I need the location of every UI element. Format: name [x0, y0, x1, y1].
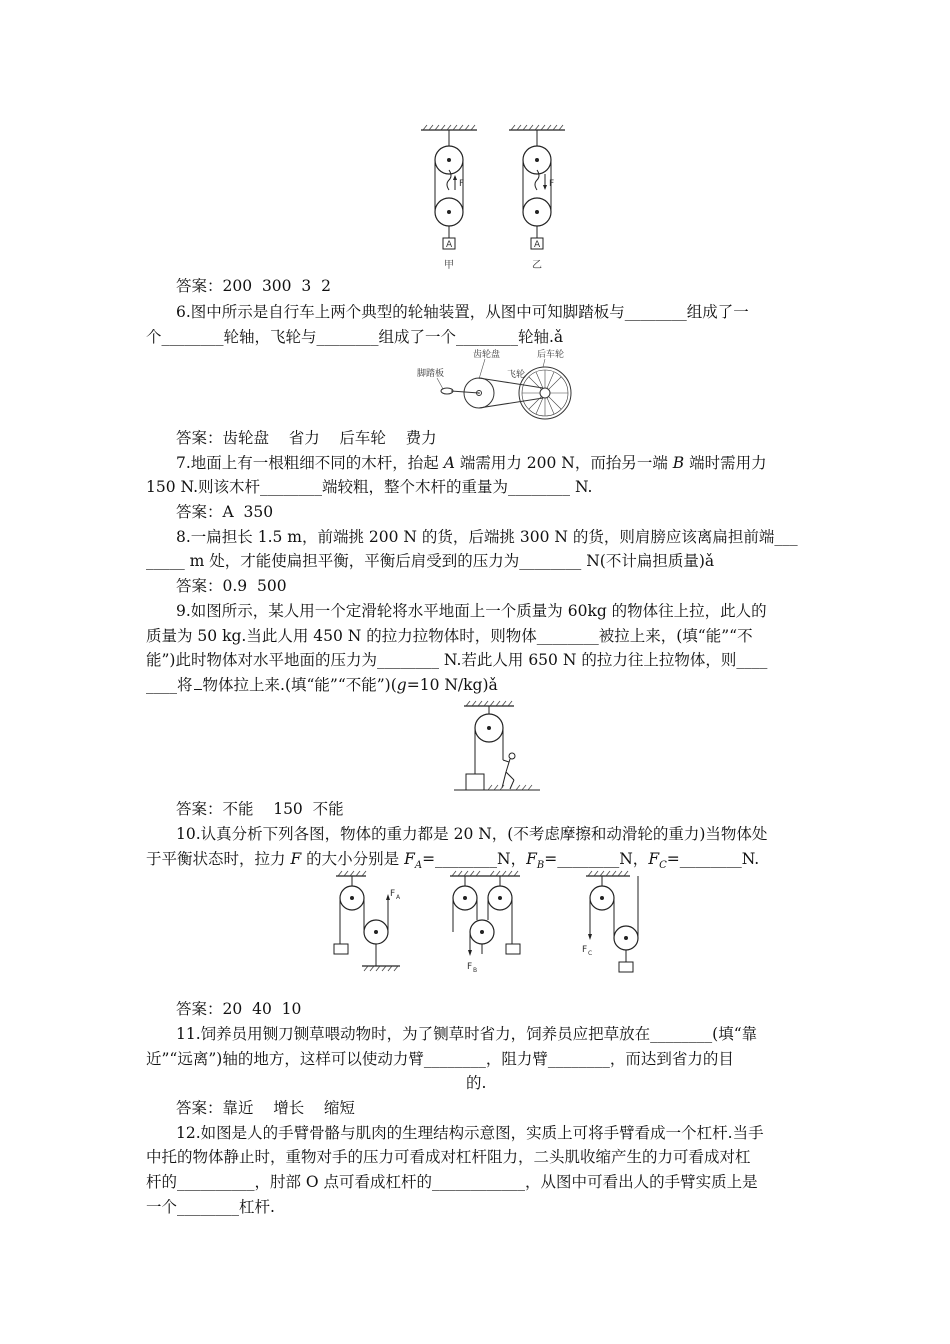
q9-line-3: 能”)此时物体对水平地面的压力为________ N.若此人用 650 N 的拉力往上拉物体，则____ [146, 651, 768, 669]
q12-line-3: 杆的__________，肘部 O 点可看成杠杆的____________，从图中可看出人的手臂实质上是 [146, 1173, 758, 1191]
q10-fb: F [526, 850, 537, 868]
q10-line-1: 10.认真分析下列各图，物体的重力都是 20 N，(不考虑摩擦和动滑轮的重力)当物体处 [176, 825, 768, 843]
q5-answer: 答案：200 300 3 2 [176, 277, 331, 295]
pedal-label: 脚踏板 [417, 369, 445, 379]
q6-line-2: 个________轮轴，飞轮与________组成了一个________轮轴.ǎ [146, 328, 564, 346]
q7-var-b: B [672, 454, 685, 472]
q6-line-1: 6.图中所示是自行车上两个典型的轮轴装置，从图中可知脚踏板与________组成了一 [176, 303, 749, 321]
fc-sub-label: C [588, 950, 593, 957]
q9-text-a: ____将 [146, 676, 193, 694]
q10-fa-sub: A [414, 860, 423, 872]
q9-line-2: 质量为 50 kg.当此人用 450 N 的拉力拉物体时，则物体________被拉上来，(填“能”“不 [146, 627, 753, 645]
label-yi: 乙 [532, 260, 542, 271]
q10-fc-sub: C [659, 860, 667, 872]
q10-text-c: =________N， [422, 850, 527, 868]
q10-answer: 答案：20 40 10 [176, 1000, 302, 1018]
q12-line-1: 12.如图是人的手臂骨骼与肌肉的生理结构示意图，实质上可将手臂看成一个杠杆.当手 [176, 1124, 764, 1142]
q7-var-a: A [443, 454, 455, 472]
q8-line-1: 8.一扁担长 1.5 m，前端挑 200 N 的货，后端挑 300 N 的货，则肩膀应该离扁担前端___ [176, 528, 798, 546]
q9-text-c: =10 N/kg)ǎ [406, 676, 498, 694]
label-jia: 甲 [444, 260, 454, 271]
q10-fa: F [404, 850, 415, 868]
pulleys-abc-figure [330, 870, 650, 980]
q10-fc: F [648, 850, 660, 868]
q10-text-d: =________N， [544, 850, 649, 868]
pulley-pair-figure [415, 120, 575, 275]
q6-answer: 答案：齿轮盘 省力 后车轮 费力 [176, 429, 437, 447]
q10-fb-sub: B [536, 860, 545, 872]
q9-line-1: 9.如图所示，某人用一个定滑轮将水平地面上一个质量为 60kg 的物体往上拉，此人的 [176, 602, 767, 620]
q7-text-c: 端时需用力 [684, 454, 767, 472]
q7-answer: 答案：A 350 [176, 503, 274, 521]
bicycle-figure [415, 345, 575, 425]
q10-text-e: =________N. [666, 850, 760, 868]
force-label-jia: F [459, 179, 465, 189]
q11-line-1: 11.饲养员用铡刀铡草喂动物时，为了铡草时省力，饲养员应把草放在________(填“靠 [176, 1025, 758, 1043]
fixed-pulley-person-figure [452, 700, 542, 795]
q11-answer: 答案：靠近 增长 缩短 [176, 1099, 355, 1117]
q10-text-a: 于平衡状态时，拉力 [146, 850, 291, 868]
q9-text-b: 物体拉上来.(填“能”“不能”)( [202, 676, 397, 694]
chainring-label: 齿轮盘 [473, 350, 501, 360]
q7-text-b: 端需用力 200 N，而抬另一端 [454, 454, 673, 472]
q7-line-2: 150 N.则该木杆________端较粗，整个木杆的重量为________ N. [146, 478, 593, 496]
q9-line-4 [146, 673, 498, 697]
q7-line-1 [176, 451, 767, 475]
weight-label-jia: A [446, 240, 453, 250]
rear-wheel-label: 后车轮 [537, 350, 565, 360]
fb-label: F [467, 962, 473, 972]
fa-sub-label: A [396, 894, 401, 901]
q9-var-g: g [396, 676, 407, 694]
q12-line-4: 一个________杠杆. [146, 1198, 275, 1216]
q11-line-3: 的. [466, 1074, 487, 1092]
q7-text-a: 7.地面上有一根粗细不同的木杆，抬起 [176, 454, 444, 472]
q9-answer: 答案：不能 150 不能 [176, 800, 344, 818]
q10-text-b: 的大小分别是 [301, 850, 405, 868]
weight-label-yi: A [534, 240, 541, 250]
q8-line-2: _____ m 处，才能使扁担平衡，平衡后肩受到的压力为________ N(不计扁担质量)ǎ [146, 552, 715, 570]
flywheel-label: 飞轮 [507, 370, 526, 380]
fa-label: F [390, 889, 396, 899]
q10-var-f: F [290, 850, 302, 868]
q11-line-2: 近”“远离”)轴的地方，这样可以使动力臂________，阻力臂________，而达到省力的目 [146, 1050, 734, 1068]
fc-label: F [582, 945, 588, 955]
q9-mark [194, 675, 202, 690]
q8-answer: 答案：0.9 500 [176, 577, 287, 595]
force-label-yi: F [549, 179, 555, 189]
q12-line-2: 中托的物体静止时，重物对手的压力可看成对杠杆阻力，二头肌收缩产生的力可看成对杠 [146, 1148, 751, 1166]
fb-sub-label: B [473, 967, 478, 974]
